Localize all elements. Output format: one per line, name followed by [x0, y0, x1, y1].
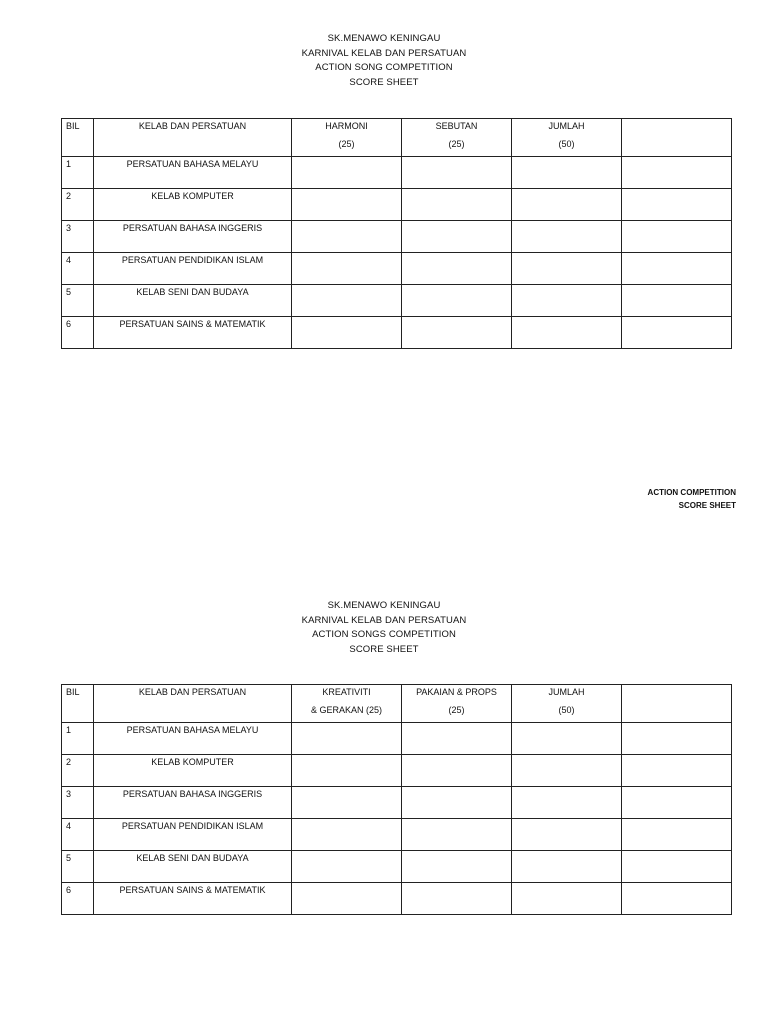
- blank-cell[interactable]: [622, 157, 732, 189]
- column-header-bil: BIL: [62, 119, 94, 157]
- sheet1-score-table: [61, 118, 732, 349]
- total-cell[interactable]: [512, 253, 622, 285]
- score-cell[interactable]: [292, 221, 402, 253]
- bil-cell: 4: [62, 819, 94, 851]
- table-row: [62, 883, 732, 915]
- event-name: KARNIVAL KELAB DAN PERSATUAN: [301, 47, 467, 59]
- total-cell[interactable]: [512, 723, 622, 755]
- blank-cell[interactable]: [622, 723, 732, 755]
- sheet-title: SCORE SHEET: [349, 643, 419, 655]
- bil-cell: 4: [62, 253, 94, 285]
- score-cell[interactable]: [292, 787, 402, 819]
- bil-cell: 1: [62, 723, 94, 755]
- column-header-blank: [622, 685, 732, 723]
- total-cell[interactable]: [512, 285, 622, 317]
- total-cell[interactable]: [512, 819, 622, 851]
- score-cell[interactable]: [402, 787, 512, 819]
- score-cell[interactable]: [402, 851, 512, 883]
- blank-cell[interactable]: [622, 221, 732, 253]
- score-cell[interactable]: [402, 317, 512, 349]
- score-cell[interactable]: [292, 723, 402, 755]
- table-row: [62, 755, 732, 787]
- table-row: [62, 317, 732, 349]
- score-cell[interactable]: [292, 253, 402, 285]
- total-cell[interactable]: [512, 755, 622, 787]
- club-cell: KELAB KOMPUTER: [94, 755, 292, 787]
- score-cell[interactable]: [292, 883, 402, 915]
- club-cell: PERSATUAN PENDIDIKAN ISLAM: [94, 253, 292, 285]
- blank-cell[interactable]: [622, 787, 732, 819]
- score-cell[interactable]: [402, 883, 512, 915]
- blank-cell[interactable]: [622, 317, 732, 349]
- score-cell[interactable]: [292, 317, 402, 349]
- score-cell[interactable]: [402, 189, 512, 221]
- total-cell[interactable]: [512, 851, 622, 883]
- club-cell: KELAB SENI DAN BUDAYA: [94, 285, 292, 317]
- blank-cell[interactable]: [622, 819, 732, 851]
- bil-cell: 6: [62, 883, 94, 915]
- club-cell: KELAB SENI DAN BUDAYA: [94, 851, 292, 883]
- table-row: [62, 851, 732, 883]
- table-row: [62, 819, 732, 851]
- blank-cell[interactable]: [622, 253, 732, 285]
- club-cell: PERSATUAN SAINS & MATEMATIK: [94, 883, 292, 915]
- table-row: [62, 723, 732, 755]
- club-cell: PERSATUAN BAHASA INGGERIS: [94, 221, 292, 253]
- competition-name: ACTION SONGS COMPETITION: [312, 629, 456, 640]
- bil-cell: 5: [62, 285, 94, 317]
- column-header-criteria-2: SEBUTAN (25): [402, 119, 512, 157]
- total-cell[interactable]: [512, 157, 622, 189]
- score-cell[interactable]: [402, 755, 512, 787]
- score-cell[interactable]: [402, 221, 512, 253]
- bil-cell: 6: [62, 317, 94, 349]
- blank-cell[interactable]: [622, 851, 732, 883]
- bil-cell: 3: [62, 221, 94, 253]
- total-cell[interactable]: [512, 317, 622, 349]
- table-row: [62, 157, 732, 189]
- sheet1-heading: [0, 32, 768, 90]
- sheet2-heading: [0, 599, 768, 657]
- club-cell: PERSATUAN BAHASA MELAYU: [94, 723, 292, 755]
- table-row: [62, 189, 732, 221]
- score-cell[interactable]: [402, 819, 512, 851]
- total-cell[interactable]: [512, 221, 622, 253]
- table-row: [62, 787, 732, 819]
- column-header-bil: BIL: [62, 685, 94, 723]
- competition-name: ACTION SONG COMPETITION: [315, 62, 453, 73]
- blank-cell[interactable]: [622, 285, 732, 317]
- column-header-club: KELAB DAN PERSATUAN: [94, 685, 292, 723]
- school-name: SK.MENAWO KENINGAU: [327, 600, 441, 611]
- bil-cell: 2: [62, 755, 94, 787]
- total-cell[interactable]: [512, 883, 622, 915]
- club-cell: KELAB KOMPUTER: [94, 189, 292, 221]
- score-cell[interactable]: [402, 157, 512, 189]
- blank-cell[interactable]: [622, 189, 732, 221]
- score-cell[interactable]: [292, 755, 402, 787]
- table-row: [62, 285, 732, 317]
- total-cell[interactable]: [512, 787, 622, 819]
- score-cell[interactable]: [292, 285, 402, 317]
- blank-cell[interactable]: [622, 883, 732, 915]
- table-header-row: [62, 119, 732, 157]
- column-header-blank: [622, 119, 732, 157]
- school-name: SK.MENAWO KENINGAU: [327, 33, 441, 44]
- blank-cell[interactable]: [622, 755, 732, 787]
- side-note: [648, 486, 736, 512]
- bil-cell: 1: [62, 157, 94, 189]
- table-row: [62, 253, 732, 285]
- score-cell[interactable]: [402, 285, 512, 317]
- event-name: KARNIVAL KELAB DAN PERSATUAN: [301, 614, 467, 626]
- score-cell[interactable]: [402, 723, 512, 755]
- side-note-line-1: ACTION COMPETITION: [647, 488, 736, 497]
- column-header-criteria-1: KREATIVITI & GERAKAN (25): [292, 685, 402, 723]
- bil-cell: 2: [62, 189, 94, 221]
- sheet2-score-table: [61, 684, 732, 915]
- club-cell: PERSATUAN PENDIDIKAN ISLAM: [94, 819, 292, 851]
- total-cell[interactable]: [512, 189, 622, 221]
- column-header-total: JUMLAH (50): [512, 119, 622, 157]
- bil-cell: 3: [62, 787, 94, 819]
- score-cell[interactable]: [402, 253, 512, 285]
- score-cell[interactable]: [292, 189, 402, 221]
- side-note-line-2: SCORE SHEET: [678, 501, 736, 510]
- bil-cell: 5: [62, 851, 94, 883]
- column-header-criteria-1: HARMONI (25): [292, 119, 402, 157]
- score-cell[interactable]: [292, 157, 402, 189]
- column-header-criteria-2: PAKAIAN & PROPS (25): [402, 685, 512, 723]
- table-row: [62, 221, 732, 253]
- score-cell[interactable]: [292, 851, 402, 883]
- score-cell[interactable]: [292, 819, 402, 851]
- club-cell: PERSATUAN SAINS & MATEMATIK: [94, 317, 292, 349]
- club-cell: PERSATUAN BAHASA MELAYU: [94, 157, 292, 189]
- column-header-club: KELAB DAN PERSATUAN: [94, 119, 292, 157]
- column-header-total: JUMLAH (50): [512, 685, 622, 723]
- sheet-title: SCORE SHEET: [349, 76, 419, 88]
- table-header-row: [62, 685, 732, 723]
- club-cell: PERSATUAN BAHASA INGGERIS: [94, 787, 292, 819]
